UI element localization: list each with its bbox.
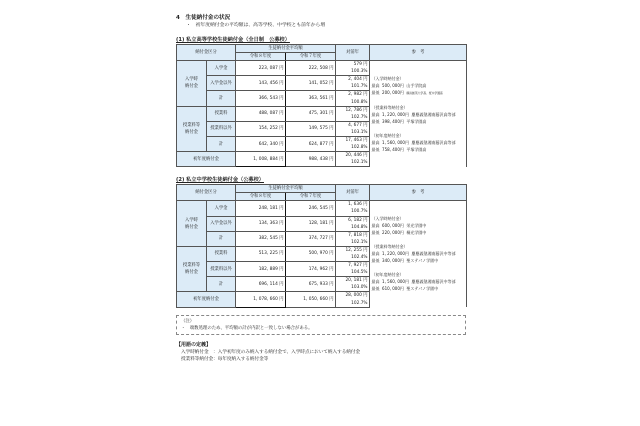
value-diff: 7, 927 円 <box>336 262 370 270</box>
value-prev: 222, 508 円 <box>286 61 336 76</box>
table-row <box>177 61 467 69</box>
ref-heading: （入学時納付金） <box>371 216 404 222</box>
value-prev: 374, 727 円 <box>286 231 336 246</box>
reference-cell <box>370 61 467 167</box>
ref-min: 最低 340, 000円 聖ステパノ学園中 <box>371 258 439 264</box>
total-prev: 988, 438 円 <box>286 152 336 167</box>
value-diff: 2, 982 円 <box>336 91 370 99</box>
row-item: 入学金 <box>207 201 236 216</box>
ref-heading: （授業料等納付金） <box>371 244 408 250</box>
header-yoy: 対前年 <box>336 185 370 201</box>
total-current: 1, 078, 660 円 <box>236 292 286 307</box>
value-pct: 100.8% <box>336 98 370 106</box>
row-item: 入学金 <box>207 61 236 76</box>
ref-min: 最低 220, 000円 桐光学園中 <box>371 230 427 236</box>
row-item: 授業料以外 <box>207 121 236 136</box>
value-diff: 12, 255 円 <box>336 246 370 254</box>
document-page <box>176 14 468 364</box>
value-prev: 149, 575 円 <box>286 121 336 136</box>
value-pct: 102.7% <box>336 114 370 122</box>
total-label: 初年度納付金 <box>177 152 236 167</box>
ref-min: 最低 610, 000円 聖ステパノ学園中 <box>371 286 439 292</box>
ref-max: 最高 1, 560, 000円 慶應義塾湘南藤沢高等部 <box>371 140 456 145</box>
group-label: 授業料等 納付金 <box>177 246 207 292</box>
value-pct: 103.1% <box>336 129 370 137</box>
reference-cell <box>370 201 467 307</box>
ref-max: 最高 1, 220, 000円 慶應義塾湘南藤沢中等部 <box>371 251 456 257</box>
ref-heading: （授業料等納付金） <box>371 105 408 110</box>
ref-heading: （初年度納付金） <box>371 133 404 138</box>
row-item: 計 <box>207 136 236 151</box>
header-year-prev: 令和７年度 <box>286 53 336 61</box>
value-current: 642, 340 円 <box>236 136 286 151</box>
ref-max: 最高 1, 220, 000円 慶應義塾湘南藤沢高等部 <box>371 112 456 117</box>
value-pct: 102.8% <box>336 144 370 152</box>
value-pct: 100.3% <box>336 68 370 76</box>
total-pct: 102.7% <box>336 300 370 308</box>
header-year-current: 令和８年度 <box>236 53 286 61</box>
value-current: 223, 087 円 <box>236 61 286 76</box>
header-yoy: 対前年 <box>336 45 370 61</box>
value-current: 182, 889 円 <box>236 262 286 277</box>
total-diff: 20, 446 円 <box>336 152 370 160</box>
group-label: 授業料等 納付金 <box>177 106 207 152</box>
table-title: (2) 私立中学校生徒納付金（公募校） <box>176 177 264 184</box>
value-pct: 103.0% <box>336 284 370 292</box>
value-prev: 475, 301 円 <box>286 106 336 121</box>
fee-table <box>176 184 467 307</box>
value-pct: 100.7% <box>336 208 370 216</box>
header-average: 生徒納付金平均額 <box>236 185 336 193</box>
row-item: 授業料 <box>207 246 236 261</box>
note-heading: （注） <box>181 318 195 324</box>
note-box <box>176 315 466 335</box>
header-year-prev: 令和７年度 <box>286 193 336 201</box>
value-current: 513, 225 円 <box>236 246 286 261</box>
value-current: 154, 252 円 <box>236 121 286 136</box>
definition-tuition: 授業料等納付金：毎年度納入する納付金等 <box>181 357 269 363</box>
value-pct: 102.1% <box>336 239 370 247</box>
ref-heading: （入学時納付金） <box>371 76 404 81</box>
header-category: 納付金区分 <box>177 45 236 61</box>
fee-table <box>176 44 467 167</box>
value-current: 366, 543 円 <box>236 91 286 106</box>
value-prev: 363, 561 円 <box>286 91 336 106</box>
value-diff: 20, 181 円 <box>336 277 370 285</box>
header-reference: 参 考 <box>370 185 467 201</box>
value-diff: 2, 404 円 <box>336 76 370 84</box>
value-current: 248, 181 円 <box>236 201 286 216</box>
row-item: 授業料以外 <box>207 262 236 277</box>
value-pct: 101.7% <box>336 83 370 91</box>
value-current: 143, 456 円 <box>236 76 286 91</box>
row-item: 計 <box>207 277 236 292</box>
value-diff: 4, 677 円 <box>336 121 370 129</box>
value-diff: 7, 818 円 <box>336 231 370 239</box>
value-prev: 174, 962 円 <box>286 262 336 277</box>
value-prev: 675, 933 円 <box>286 277 336 292</box>
value-pct: 104.8% <box>336 224 370 232</box>
value-prev: 500, 970 円 <box>286 246 336 261</box>
header-average: 生徒納付金平均額 <box>236 45 336 53</box>
table-row <box>177 201 467 209</box>
value-prev: 624, 877 円 <box>286 136 336 151</box>
definitions-heading: 【用語の定義】 <box>176 341 212 348</box>
header-reference: 参 考 <box>370 45 467 61</box>
value-pct: 104.5% <box>336 269 370 277</box>
summary-bullet: ・ 初年度納付金の平均額は、高等学校、中学校とも前年から増 <box>186 23 326 28</box>
value-diff: 12, 786 円 <box>336 106 370 114</box>
value-current: 134, 363 円 <box>236 216 286 231</box>
value-diff: 17, 463 円 <box>336 136 370 144</box>
value-current: 488, 087 円 <box>236 106 286 121</box>
group-label: 入学時 納付金 <box>177 201 207 247</box>
header-year-current: 令和８年度 <box>236 193 286 201</box>
table-title: (1) 私立高等学校生徒納付金（全日制 公募校） <box>176 37 290 43</box>
value-current: 382, 545 円 <box>236 231 286 246</box>
total-current: 1, 008, 884 円 <box>236 152 286 167</box>
total-diff: 28, 000 円 <box>336 292 370 300</box>
row-item: 授業料 <box>207 106 236 121</box>
value-prev: 128, 181 円 <box>286 216 336 231</box>
value-prev: 246, 545 円 <box>286 201 336 216</box>
ref-max: 最高 1, 560, 000円 慶應義塾湘南藤沢中等部 <box>371 279 456 285</box>
total-prev: 1, 050, 660 円 <box>286 292 336 307</box>
ref-max: 最高 600, 000円 栄光学園中 <box>371 223 427 229</box>
ref-min: 最低 200, 000円 横浜創英大学高、桜木学園高 <box>371 90 443 95</box>
row-item: 計 <box>207 91 236 106</box>
ref-heading: （初年度納付金） <box>371 272 404 278</box>
ref-min: 最低 758, 400円 平塚学園高 <box>371 147 427 152</box>
row-item: 入学金以外 <box>207 216 236 231</box>
value-diff: 579 円 <box>336 61 370 69</box>
value-prev: 141, 052 円 <box>286 76 336 91</box>
group-label: 入学時 納付金 <box>177 61 207 107</box>
ref-max: 最高 500, 000円 山手学院高 <box>371 83 427 88</box>
note-text: ・ 端数処理のため、平均額の計が内訳と一致しない場合がある。 <box>181 325 313 331</box>
definition-entry: 入学時納付金 ：入学初年度のみ納入する納付金で、入学時点において納入する納付金 <box>181 349 361 355</box>
total-label: 初年度納付金 <box>177 292 236 307</box>
row-item: 計 <box>207 231 236 246</box>
value-diff: 6, 182 円 <box>336 216 370 224</box>
header-category: 納付金区分 <box>177 185 236 201</box>
value-pct: 102.4% <box>336 254 370 262</box>
total-pct: 102.1% <box>336 159 370 167</box>
row-item: 入学金以外 <box>207 76 236 91</box>
section-title: 4 生徒納付金の状況 <box>176 15 231 21</box>
value-current: 696, 114 円 <box>236 277 286 292</box>
value-diff: 1, 636 円 <box>336 201 370 209</box>
ref-min: 最低 398, 400円 平塚学園高 <box>371 119 427 124</box>
